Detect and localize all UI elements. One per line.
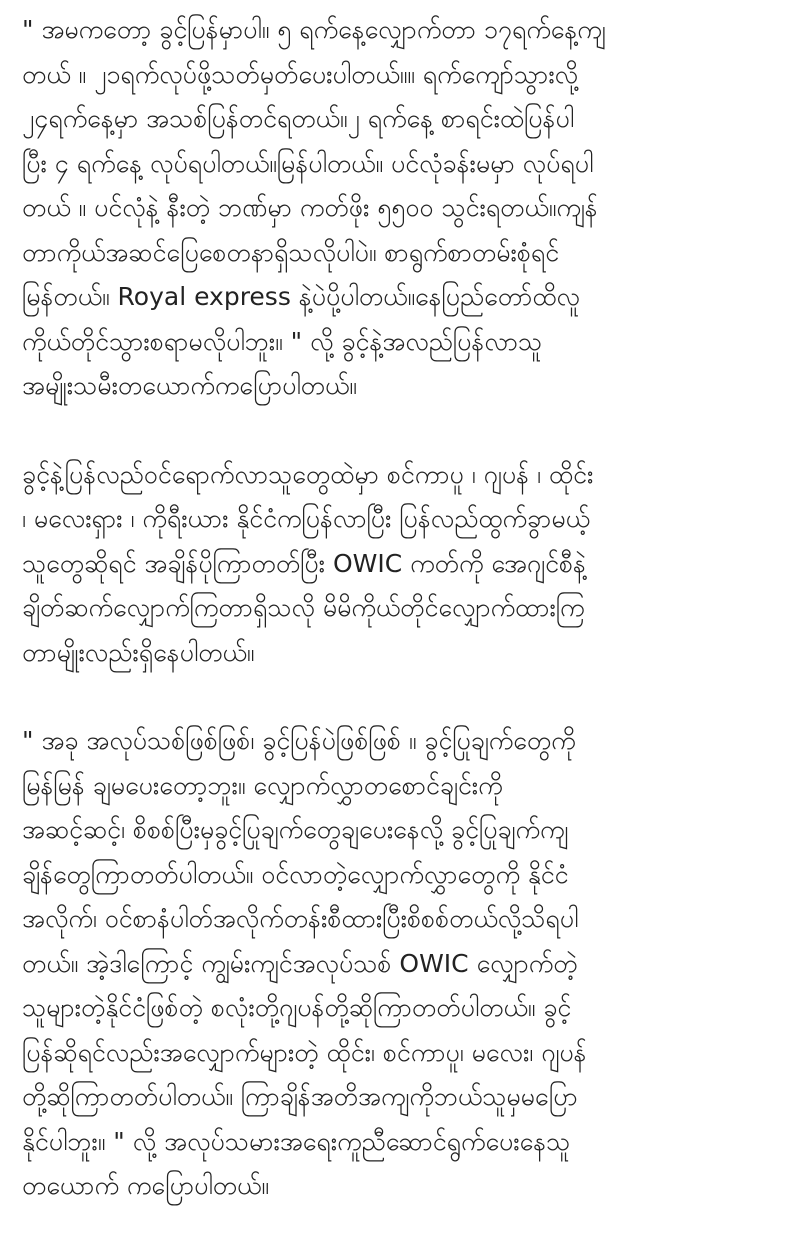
text-line: မြန်တယ်။ Royal express နဲ့ပဲပို့ပါတယ်။နေပြည်တော်ထိလူ	[22, 282, 580, 311]
text-line: တယ် ။ ၂၁ရက်လုပ်ဖို့သတ်မှတ်ပေးပါတယ်။။ ရက်ကျော်သွားလို့	[22, 59, 579, 89]
text-line: တယောက် ကပြောပါတယ်။	[22, 1171, 269, 1200]
text-line: အမျိုးသမီးတယောက်ကပြောပါတယ်။	[22, 371, 357, 400]
paragraph-2	[22, 453, 777, 676]
text-line: အဆင့်ဆင့်၊ စိစစ်ပြီးမှခွင့်ပြုချက်တွေချပေးနေလို့ ခွင့်ပြုချက်ကျ	[22, 815, 569, 844]
text-line: သူတွေဆိုရင် အချိန်ပိုကြာတတ်ပြီး OWIC ကတ်ကို အေဂျင်စီနဲ့	[22, 548, 587, 578]
text-line: တို့ဆိုကြာတတ်ပါတယ်။ ကြာချိန်အတိအကျကိုဘယ်သူမှမပြော	[22, 1082, 578, 1111]
text-line: ၂၄ရက်နေ့မှာ အသစ်ပြန်တင်ရတယ်။၂ ရက်နေ့ စာရင်းထဲပြန်ပါ	[22, 104, 575, 133]
text-line: ပြီး ၄ ရက်နေ့ လုပ်ရပါတယ်။မြန်ပါတယ်။ ပင်လုံခန်းမမှာ လုပ်ရပါ	[22, 148, 594, 178]
text-line: တာမျိုးလည်းရှိနေပါတယ်။	[22, 637, 255, 667]
text-line: ချိတ်ဆက်လျှောက်ကြတာရှိသလို မိမိကိုယ်တိုင်လျှောက်ထားကြ	[22, 593, 585, 622]
text-line: " အခု အလုပ်သစ်ဖြစ်ဖြစ်၊ ခွင့်ပြန်ပဲဖြစ်ဖြစ် ။ ခွင့်ပြုချက်တွေကို	[22, 726, 576, 755]
text-line: အလိုက်၊ ဝင်စာနံပါတ်အလိုက်တန်းစီထားပြီးစိစစ်တယ်လို့သိရပါ	[22, 904, 579, 933]
paragraph-3	[22, 719, 777, 1209]
text-line: တယ် ။ ပင်လုံနဲ့ နီးတဲ့ ဘဏ်မှာ ကတ်ဖိုး ၅၅၀၀ သွင်းရတယ်။ကျန်	[22, 193, 598, 222]
paragraph-1	[22, 8, 777, 409]
text-line: နိုင်ပါဘူး။ " လို့ အလုပ်သမားအရေးကူညီဆောင်ရွက်ပေးနေသူ	[22, 1126, 571, 1156]
text-line: ချိန်တွေကြာတတ်ပါတယ်။ ဝင်လာတဲ့လျှောက်လွှာတွေကို နိုင်ငံ	[22, 859, 569, 889]
text-line: တာကိုယ်အဆင်ပြေစေတနာရှိသလိုပါပဲ။ စာရွက်စာတမ်းစုံရင်	[22, 237, 560, 267]
text-line: ၊ မလေးရှား ၊ ကိုရီးယား နိုင်ငံကပြန်လာပြီး ပြန်လည်ထွက်ခွာမယ့်	[22, 504, 590, 533]
text-line: ခွင့်နဲ့ပြန်လည်ဝင်ရောက်လာသူတွေထဲမှာ စင်ကာပူ ၊ ဂျပန် ၊ ထိုင်း	[22, 459, 594, 489]
text-line: ကိုယ်တိုင်သွားစရာမလိုပါဘူး။ " လို့ ခွင့်နဲ့အလည်ပြန်လာသူ	[22, 326, 543, 356]
text-line: သူများတဲ့နိုင်ငံဖြစ်တဲ့ စလုံးတို့ဂျပန်တို့ဆိုကြာတတ်ပါတယ်။ ခွင့်	[22, 993, 572, 1022]
text-line: ပြန်ဆိုရင်လည်းအလျှောက်များတဲ့ ထိုင်း၊ စင်ကာပူ၊ မလေး၊ ဂျပန်	[22, 1037, 587, 1067]
text-line: မြန်မြန် ချမပေးတော့ဘူး။ လျှောက်လွှာတစောင်ချင်းကို	[22, 770, 503, 800]
text-line: တယ်။ အဲ့ဒါကြောင့် ကျွမ်းကျင်အလုပ်သစ် OWIC လျှောက်တဲ့	[22, 948, 578, 978]
text-line: " အမကတော့ ခွင့်ပြန်မှာပါ။ ၅ ရက်နေ့လျှောက်တာ ၁၇ရက်နေ့ကျ	[22, 15, 606, 44]
